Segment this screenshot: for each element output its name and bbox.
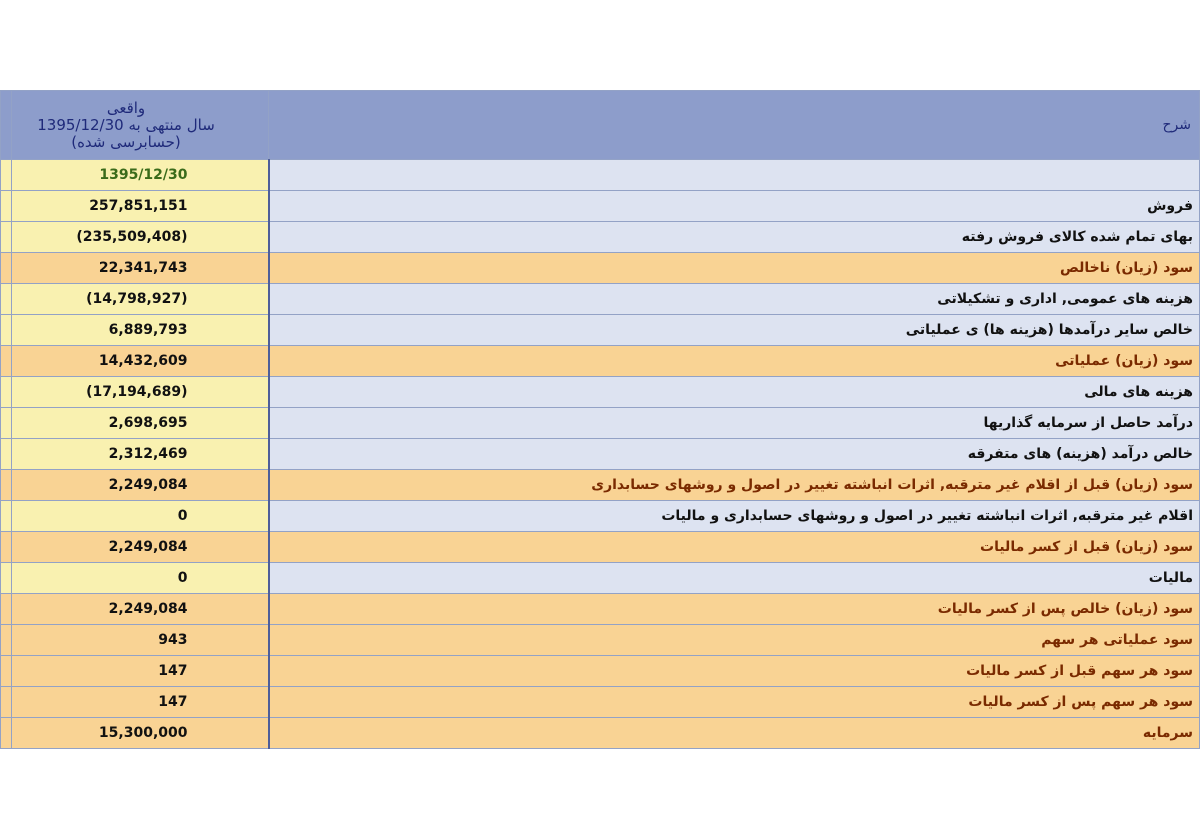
value-cell[interactable]: 2,249,084 — [12, 532, 269, 563]
value-cell[interactable]: 22,341,743 — [12, 253, 269, 284]
description-cell[interactable]: سود هر سهم قبل از کسر مالیات — [269, 656, 1200, 687]
value-cell[interactable]: 14,432,609 — [12, 346, 269, 377]
table-row — [1, 253, 1200, 284]
table-row — [1, 625, 1200, 656]
table-row — [1, 470, 1200, 501]
value-cell[interactable]: 1395/12/30 — [12, 160, 269, 191]
row-edge-cell — [1, 315, 12, 346]
description-cell[interactable]: سود (زیان) قبل از کسر مالیات — [269, 532, 1200, 563]
description-cell[interactable] — [269, 160, 1200, 191]
table-row — [1, 408, 1200, 439]
value-cell[interactable]: (235,509,408) — [12, 222, 269, 253]
description-cell[interactable]: هزینه های مالی — [269, 377, 1200, 408]
table-row — [1, 315, 1200, 346]
table-row — [1, 160, 1200, 191]
value-header-line3: (حسابرسی شده) — [71, 132, 181, 151]
row-edge-cell — [1, 470, 12, 501]
value-cell[interactable]: 2,312,469 — [12, 439, 269, 470]
value-column-header[interactable] — [12, 91, 269, 160]
value-header-line2: سال منتهی به 1395/12/30 — [37, 115, 215, 134]
row-edge-cell — [1, 377, 12, 408]
description-cell[interactable]: مالیات — [269, 563, 1200, 594]
description-cell[interactable]: سرمایه — [269, 718, 1200, 749]
description-cell[interactable]: فروش — [269, 191, 1200, 222]
value-cell[interactable]: 2,249,084 — [12, 594, 269, 625]
table-row — [1, 191, 1200, 222]
row-edge-cell — [1, 253, 12, 284]
row-edge-cell — [1, 532, 12, 563]
description-cell[interactable]: سود عملیاتی هر سهم — [269, 625, 1200, 656]
value-header-line1: واقعی — [106, 98, 146, 117]
table-row — [1, 377, 1200, 408]
table-row — [1, 656, 1200, 687]
row-edge-cell — [1, 222, 12, 253]
row-edge-cell — [1, 563, 12, 594]
description-cell[interactable]: سود (زیان) عملیاتی — [269, 346, 1200, 377]
table-row — [1, 687, 1200, 718]
table-row — [1, 532, 1200, 563]
table-row — [1, 718, 1200, 749]
value-cell[interactable]: 2,249,084 — [12, 470, 269, 501]
value-cell[interactable]: 257,851,151 — [12, 191, 269, 222]
row-edge-cell — [1, 191, 12, 222]
value-cell[interactable]: 943 — [12, 625, 269, 656]
value-cell[interactable]: 147 — [12, 687, 269, 718]
left-edge-cell — [1, 91, 12, 160]
row-edge-cell — [1, 408, 12, 439]
row-edge-cell — [1, 439, 12, 470]
value-cell[interactable]: (14,798,927) — [12, 284, 269, 315]
row-edge-cell — [1, 594, 12, 625]
header-row — [1, 91, 1200, 160]
description-cell[interactable]: سود (زیان) خالص پس از کسر مالیات — [269, 594, 1200, 625]
table-row — [1, 346, 1200, 377]
description-cell[interactable]: بهای تمام شده کالای فروش رفته — [269, 222, 1200, 253]
description-cell[interactable]: خالص درآمد (هزینه) های متفرقه — [269, 439, 1200, 470]
row-edge-cell — [1, 160, 12, 191]
description-column-header[interactable]: شرح — [269, 91, 1200, 160]
value-cell[interactable]: 147 — [12, 656, 269, 687]
table-row — [1, 439, 1200, 470]
value-cell[interactable]: 2,698,695 — [12, 408, 269, 439]
table-row — [1, 222, 1200, 253]
description-cell[interactable]: سود (زیان) ناخالص — [269, 253, 1200, 284]
description-cell[interactable]: خالص سایر درآمدها (هزینه ها) ی عملیاتی — [269, 315, 1200, 346]
value-cell[interactable]: 6,889,793 — [12, 315, 269, 346]
description-cell[interactable]: اقلام غیر مترقبه, اثرات انباشته تغییر در اصول و روشهای حسابداری و مالیات — [269, 501, 1200, 532]
table-body — [1, 160, 1200, 749]
row-edge-cell — [1, 656, 12, 687]
row-edge-cell — [1, 687, 12, 718]
row-edge-cell — [1, 346, 12, 377]
table-row — [1, 594, 1200, 625]
description-cell[interactable]: سود هر سهم پس از کسر مالیات — [269, 687, 1200, 718]
value-cell[interactable]: 0 — [12, 563, 269, 594]
table-row — [1, 284, 1200, 315]
row-edge-cell — [1, 625, 12, 656]
row-edge-cell — [1, 284, 12, 315]
description-cell[interactable]: هزینه های عمومی, اداری و تشکیلاتی — [269, 284, 1200, 315]
row-edge-cell — [1, 501, 12, 532]
income-statement-table — [0, 90, 1200, 749]
row-edge-cell — [1, 718, 12, 749]
value-cell[interactable]: 15,300,000 — [12, 718, 269, 749]
description-cell[interactable]: درآمد حاصل از سرمایه گذاریها — [269, 408, 1200, 439]
value-cell[interactable]: (17,194,689) — [12, 377, 269, 408]
value-cell[interactable]: 0 — [12, 501, 269, 532]
table-row — [1, 501, 1200, 532]
table-row — [1, 563, 1200, 594]
description-cell[interactable]: سود (زیان) قبل از اقلام غیر مترقبه, اثرات انباشته تغییر در اصول و روشهای حسابداری — [269, 470, 1200, 501]
